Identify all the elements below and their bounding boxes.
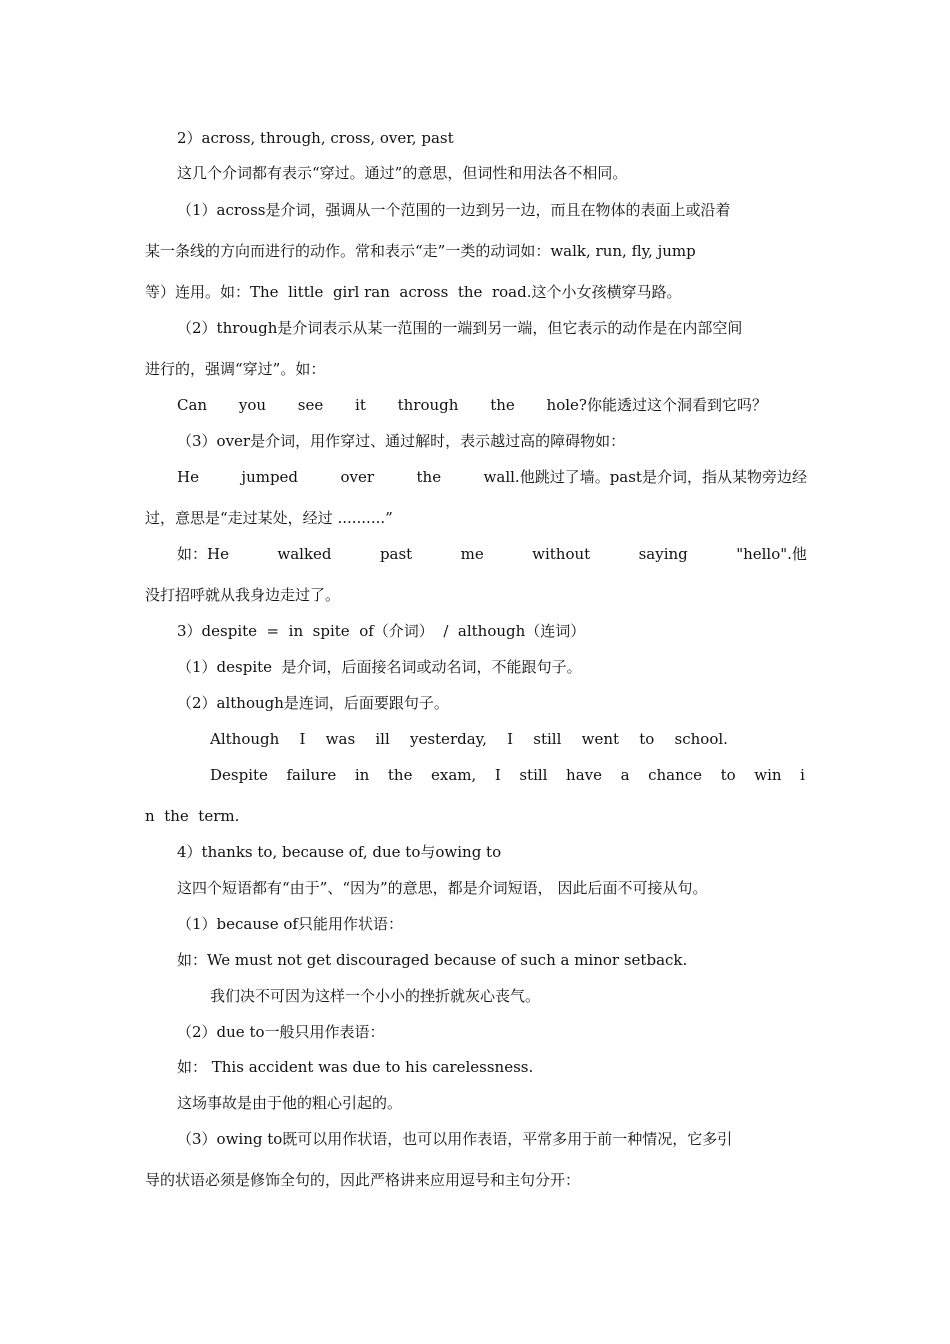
translation-line: 这场事故是由于他的粗心引起的。	[177, 1094, 403, 1112]
word: He	[177, 468, 199, 486]
word: have	[566, 766, 603, 784]
word: saying	[638, 545, 688, 563]
example-sentence-past	[177, 544, 807, 564]
word: went	[581, 730, 620, 748]
word: me	[460, 545, 484, 563]
example-sentence: 如：We must not get discouraged because of such a minor setback.	[177, 951, 688, 969]
paragraph-line: 进行的，强调“穿过”。如：	[145, 360, 326, 378]
word: Can	[177, 396, 208, 414]
word: it	[355, 396, 366, 414]
word: the	[387, 766, 413, 784]
word: school.	[674, 730, 728, 748]
word: hole?你能透过这个洞看到它吗？	[546, 396, 767, 414]
example-sentence-despite	[210, 765, 805, 785]
word: chance	[648, 766, 703, 784]
paragraph-line: n the term.	[145, 807, 240, 825]
word: jumped	[241, 468, 299, 486]
word: wall.他跳过了墙。past是介词，指从某物旁边经	[483, 468, 807, 486]
word: failure	[286, 766, 337, 784]
example-sentence-through	[177, 395, 767, 415]
word: through	[397, 396, 459, 414]
word: you	[238, 396, 267, 414]
word: a	[620, 766, 630, 784]
paragraph-line: 这四个短语都有“由于”、“因为”的意思，都是介词短语， 因此后面不可接从句。	[177, 879, 708, 897]
word: was	[325, 730, 356, 748]
word: Although	[210, 730, 280, 748]
word: over	[340, 468, 375, 486]
word: still	[533, 730, 562, 748]
word: Despite	[210, 766, 268, 784]
paragraph-line: （2）through是介词表示从某一范围的一端到另一端，但它表示的动作是在内部空间	[177, 319, 743, 337]
heading-across-through: 2）across, through, cross, over, past	[177, 129, 454, 147]
paragraph-line: （1）across是介词，强调从一个范围的一边到另一边，而且在物体的表面上或沿着	[177, 201, 731, 219]
word: I	[299, 730, 306, 748]
paragraph-line: 这几个介词都有表示“穿过。通过”的意思，但词性和用法各不相同。	[177, 164, 628, 182]
paragraph-line: （1）despite 是介词，后面接名词或动名词，不能跟句子。	[177, 658, 582, 676]
word: to	[720, 766, 736, 784]
heading-thanks-to: 4）thanks to, because of, due to与owing to	[177, 843, 502, 861]
paragraph-line: （2）although是连词，后面要跟句子。	[177, 694, 449, 712]
word: 如：He	[177, 545, 229, 563]
word: i	[800, 766, 805, 784]
paragraph-line: 过，意思是“走过某处，经过 ..........”	[145, 509, 393, 527]
paragraph-line: 导的状语必须是修饰全句的，因此严格讲来应用逗号和主句分开：	[145, 1171, 581, 1189]
paragraph-line: （2）due to一般只用作表语：	[177, 1023, 385, 1041]
example-sentence: 如： This accident was due to his carelessness.	[177, 1058, 534, 1076]
example-sentence-over	[177, 467, 807, 487]
word: I	[494, 766, 501, 784]
word: I	[507, 730, 514, 748]
paragraph-line: 等）连用。如：The little girl ran across the road.这个小女孩横穿马路。	[145, 283, 682, 301]
paragraph-line: 某一条线的方向而进行的动作。常和表示“走”一类的动词如：walk, run, fly, jump	[145, 242, 696, 260]
word: the	[416, 468, 442, 486]
paragraph-line: 没打招呼就从我身边走过了。	[145, 586, 341, 604]
paragraph-line: （1）because of只能用作状语：	[177, 915, 403, 933]
word: the	[490, 396, 515, 414]
paragraph-line: （3）over是介词，用作穿过、通过解时，表示越过高的障碍物如：	[177, 432, 626, 450]
word: ill	[375, 730, 390, 748]
word: to	[639, 730, 655, 748]
word: exam,	[431, 766, 477, 784]
word: past	[379, 545, 413, 563]
word: without	[532, 545, 591, 563]
word: "hello".他	[736, 545, 807, 563]
heading-despite-although: 3）despite = in spite of（介词） / although（连词）	[177, 622, 586, 640]
word: in	[354, 766, 370, 784]
word: see	[297, 396, 324, 414]
word: still	[519, 766, 548, 784]
paragraph-line: （3）owing to既可以用作状语，也可以用作表语，平常多用于前一种情况，它多引	[177, 1130, 733, 1148]
example-sentence-although	[210, 729, 728, 749]
word: walked	[277, 545, 332, 563]
word: win	[754, 766, 782, 784]
translation-line: 我们决不可因为这样一个小小的挫折就灰心丧气。	[210, 987, 541, 1005]
word: yesterday,	[409, 730, 487, 748]
